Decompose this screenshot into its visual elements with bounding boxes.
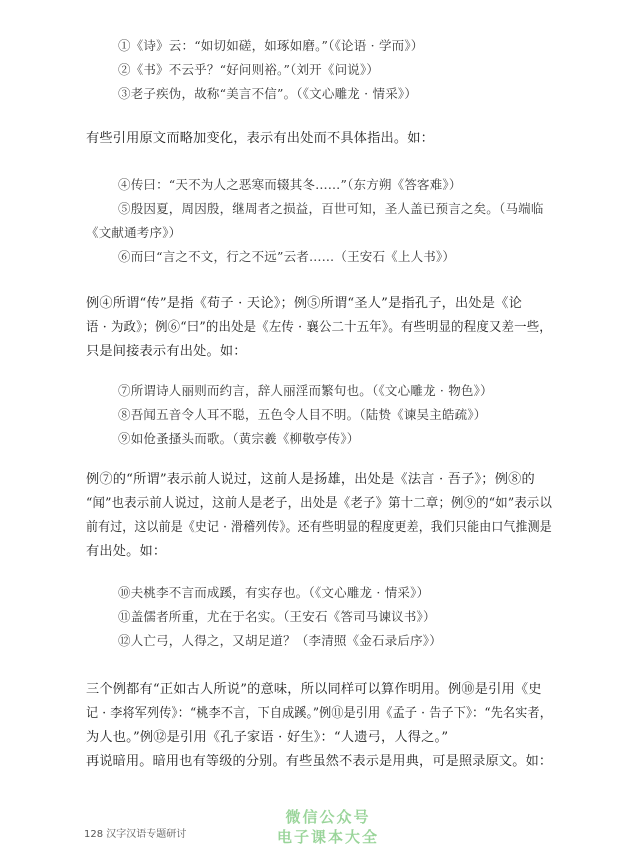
example-line: ⑪盖儒者所重，尤在于名实。（王安石《答司马谏议书》） [118, 609, 436, 624]
example-line: ⑨如伧蚤搔头而歌。（黄宗羲《柳敬亭传》） [118, 431, 360, 446]
example-line: ④传曰：“天不为人之恶寒而辍其冬……”（东方朔《答客难》） [118, 177, 462, 192]
body-paragraph-line: 再说暗用。暗用也有等级的分别。有些虽然不表示是用典，可是照录原文。如： [86, 754, 553, 769]
body-paragraph-line: 例⑦的“所谓”表示前人说过，这前人是扬雄，出处是《法言 · 吾子》；例⑧的 [86, 472, 535, 487]
body-paragraph-line: 前有过，这以前是《史记 · 滑稽列传》。还有些明显的程度更差，我们只能由口气推测是 [86, 520, 552, 535]
body-paragraph-line: 有些引用原文而略加变化，表示有出处而不具体指出。如： [86, 131, 435, 146]
body-paragraph-line: 例④所谓“传”是指《荀子 · 天论》；例⑤所谓“圣人”是指孔子，出处是《论 [86, 296, 522, 311]
example-line: ⑫人亡弓，人得之，又胡足道？（李清照《金石录后序》） [118, 633, 442, 648]
body-paragraph-line: 有出处。如： [86, 544, 167, 559]
example-line: ⑤殷因夏，周因殷，继周者之损益，百世可知，圣人盖已预言之矣。（马端临 [118, 201, 544, 216]
example-line: ②《书》不云乎？“好问则裕。”（刘开《问说》） [118, 62, 380, 77]
example-line: 《文献通考序》） [86, 225, 182, 240]
example-line: ⑩夫桃李不言而成蹊，有实存也。（《文心雕龙 · 情采》） [118, 585, 430, 600]
body-paragraph-line: 三个例都有“正如古人所说”的意味，所以同样可以算作明用。例⑩是引用《史 [86, 682, 542, 697]
watermark-line-1: 微信公众号 [285, 808, 371, 826]
example-line: ⑥而曰“言之不文，行之不远”云者……（王安石《上人书》） [118, 249, 456, 264]
body-paragraph-line: 只是间接表示有出处。如： [86, 344, 247, 359]
example-line: ⑧吾闻五音令人耳不聪，五色令人目不明。（陆贽《谏吴主皓疏》） [118, 407, 487, 422]
watermark-line-2: 电子课本大全 [276, 828, 379, 846]
body-paragraph-line: 语 · 为政》；例⑥“曰”的出处是《左传 · 襄公二十五年》。有些明显的程度又差一些， [86, 320, 552, 335]
example-line: ③老子疾伪，故称“美言不信”。（《文心雕龙 · 情采》） [118, 86, 418, 101]
body-paragraph-line: “闻”也表示前人说过，这前人是老子，出处是《老子》第十二章；例⑨的“如”表示以 [86, 496, 553, 511]
body-paragraph-line: 记 · 李将军列传》：“桃李不言，下自成蹊。”例⑪是引用《孟子 · 告子下》：“先名实者， [86, 706, 553, 721]
example-line: ⑦所谓诗人丽则而约言，辞人丽淫而繁句也。（《文心雕龙 · 物色》） [118, 383, 493, 398]
page-footer-label: 128 汉字汉语专题研讨 [84, 829, 187, 840]
body-paragraph-line: 为人也。”例⑫是引用《孔子家语 · 好生》：“人遗弓，人得之。” [86, 730, 449, 745]
example-line: ①《诗》云：“如切如磋，如琢如磨。”（《论语 · 学而》） [118, 38, 424, 53]
